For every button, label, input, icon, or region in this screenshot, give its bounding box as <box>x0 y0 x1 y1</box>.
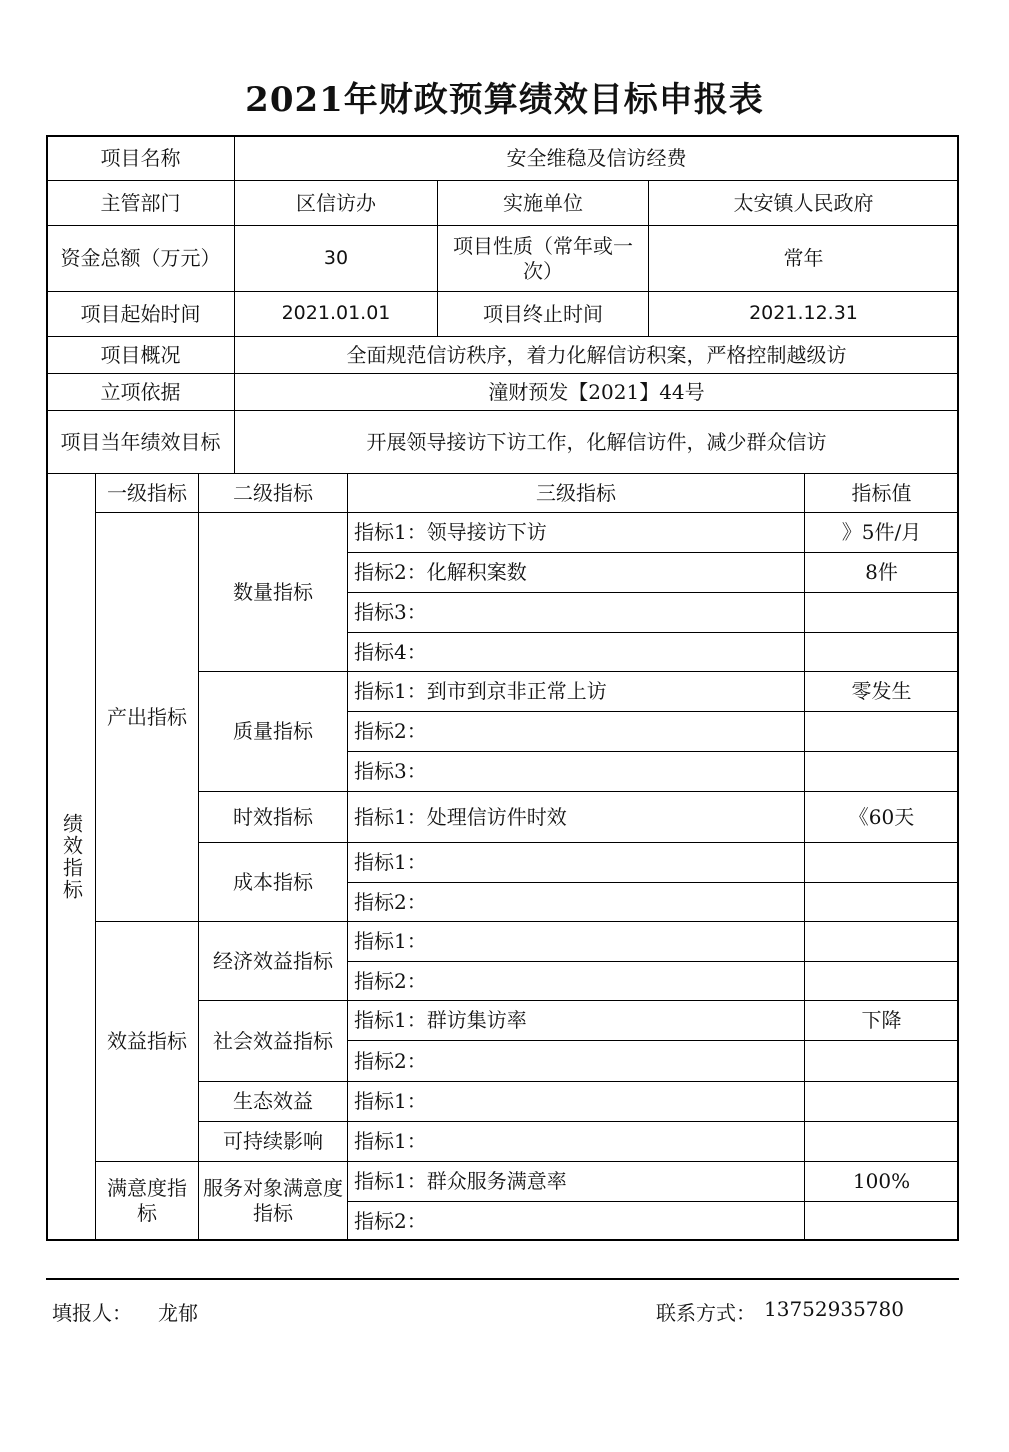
end-value: 2021.12.31 <box>648 291 959 337</box>
form-title: 2021年财政预算绩效目标申报表 <box>245 80 764 120</box>
l3-row: 指标1： <box>347 1081 805 1122</box>
fund-value: 30 <box>234 225 438 292</box>
level2-quality: 质量指标 <box>198 671 348 792</box>
header-level3: 三级指标 <box>347 473 805 513</box>
start-value: 2021.01.01 <box>234 291 438 337</box>
value-cell <box>804 842 959 883</box>
basis-value: 潼财预发【2021】44号 <box>234 373 959 411</box>
fund-label: 资金总额（万元） <box>46 225 235 292</box>
value-cell <box>804 882 959 922</box>
l3-row: 指标2： <box>347 882 805 922</box>
budget-form-table <box>46 135 959 1241</box>
unit-value: 太安镇人民政府 <box>648 180 959 226</box>
l3-row: 指标2： <box>347 1201 805 1241</box>
nature-label: 项目性质（常年或一次） <box>437 225 649 292</box>
value-cell <box>804 1201 959 1241</box>
level1-output: 产出指标 <box>95 512 199 922</box>
value-cell: 》5件/月 <box>804 512 959 553</box>
contact-value: 13752935780 <box>764 1297 904 1321</box>
end-label: 项目终止时间 <box>437 291 649 337</box>
footer-divider <box>46 1278 959 1280</box>
project-name-label: 项目名称 <box>46 135 235 181</box>
basis-label: 立项依据 <box>46 373 235 411</box>
l3-row: 指标3： <box>347 592 805 633</box>
level1-benefit: 效益指标 <box>95 921 199 1162</box>
value-cell: 8件 <box>804 552 959 593</box>
goal-label: 项目当年绩效目标 <box>46 410 235 474</box>
l3-row: 指标1：群访集访率 <box>347 1000 805 1041</box>
value-cell <box>804 592 959 633</box>
dept-value: 区信访办 <box>234 180 438 226</box>
value-cell <box>804 1121 959 1162</box>
project-name-value: 安全维稳及信访经费 <box>234 135 959 181</box>
level2-sustainable: 可持续影响 <box>198 1121 348 1162</box>
level2-service-satisfaction: 服务对象满意度指标 <box>198 1161 348 1241</box>
overview-label: 项目概况 <box>46 336 235 374</box>
value-cell <box>804 1040 959 1082</box>
l3-row: 指标2： <box>347 961 805 1001</box>
goal-value: 开展领导接访下访工作，化解信访件，减少群众信访 <box>234 410 959 474</box>
value-cell: 《60天 <box>804 791 959 843</box>
l3-row: 指标2： <box>347 711 805 752</box>
value-cell <box>804 751 959 792</box>
value-cell: 100% <box>804 1161 959 1202</box>
l3-row: 指标1： <box>347 1121 805 1162</box>
header-level2: 二级指标 <box>198 473 348 513</box>
reporter-label: 填报人： <box>52 1301 132 1325</box>
header-level1: 一级指标 <box>95 473 199 513</box>
l3-row: 指标2： <box>347 1040 805 1082</box>
l3-row: 指标1：处理信访件时效 <box>347 791 805 843</box>
l3-row: 指标2：化解积案数 <box>347 552 805 593</box>
value-cell <box>804 961 959 1001</box>
value-cell: 零发生 <box>804 671 959 712</box>
header-value: 指标值 <box>804 473 959 513</box>
value-cell: 下降 <box>804 1000 959 1041</box>
level1-satisfaction: 满意度指标 <box>95 1161 199 1241</box>
l3-row: 指标1：领导接访下访 <box>347 512 805 553</box>
l3-row: 指标1：群众服务满意率 <box>347 1161 805 1202</box>
l3-row: 指标1：到市到京非正常上访 <box>347 671 805 712</box>
l3-row: 指标4： <box>347 632 805 672</box>
l3-row: 指标1： <box>347 842 805 883</box>
l3-row: 指标3： <box>347 751 805 792</box>
level2-quantity: 数量指标 <box>198 512 348 672</box>
perf-section-label: 绩效指标 <box>46 473 96 1241</box>
value-cell <box>804 711 959 752</box>
start-label: 项目起始时间 <box>46 291 235 337</box>
reporter-name: 龙郁 <box>158 1301 198 1325</box>
l3-row: 指标1： <box>347 921 805 962</box>
level2-economic: 经济效益指标 <box>198 921 348 1001</box>
overview-value: 全面规范信访秩序，着力化解信访积案，严格控制越级访 <box>234 336 959 374</box>
value-cell <box>804 632 959 672</box>
level2-ecological: 生态效益 <box>198 1081 348 1122</box>
contact-label: 联系方式： <box>656 1301 756 1325</box>
value-cell <box>804 921 959 962</box>
level2-social: 社会效益指标 <box>198 1000 348 1082</box>
nature-value: 常年 <box>648 225 959 292</box>
unit-label: 实施单位 <box>437 180 649 226</box>
level2-timeliness: 时效指标 <box>198 791 348 843</box>
dept-label: 主管部门 <box>46 180 235 226</box>
level2-cost: 成本指标 <box>198 842 348 922</box>
value-cell <box>804 1081 959 1122</box>
